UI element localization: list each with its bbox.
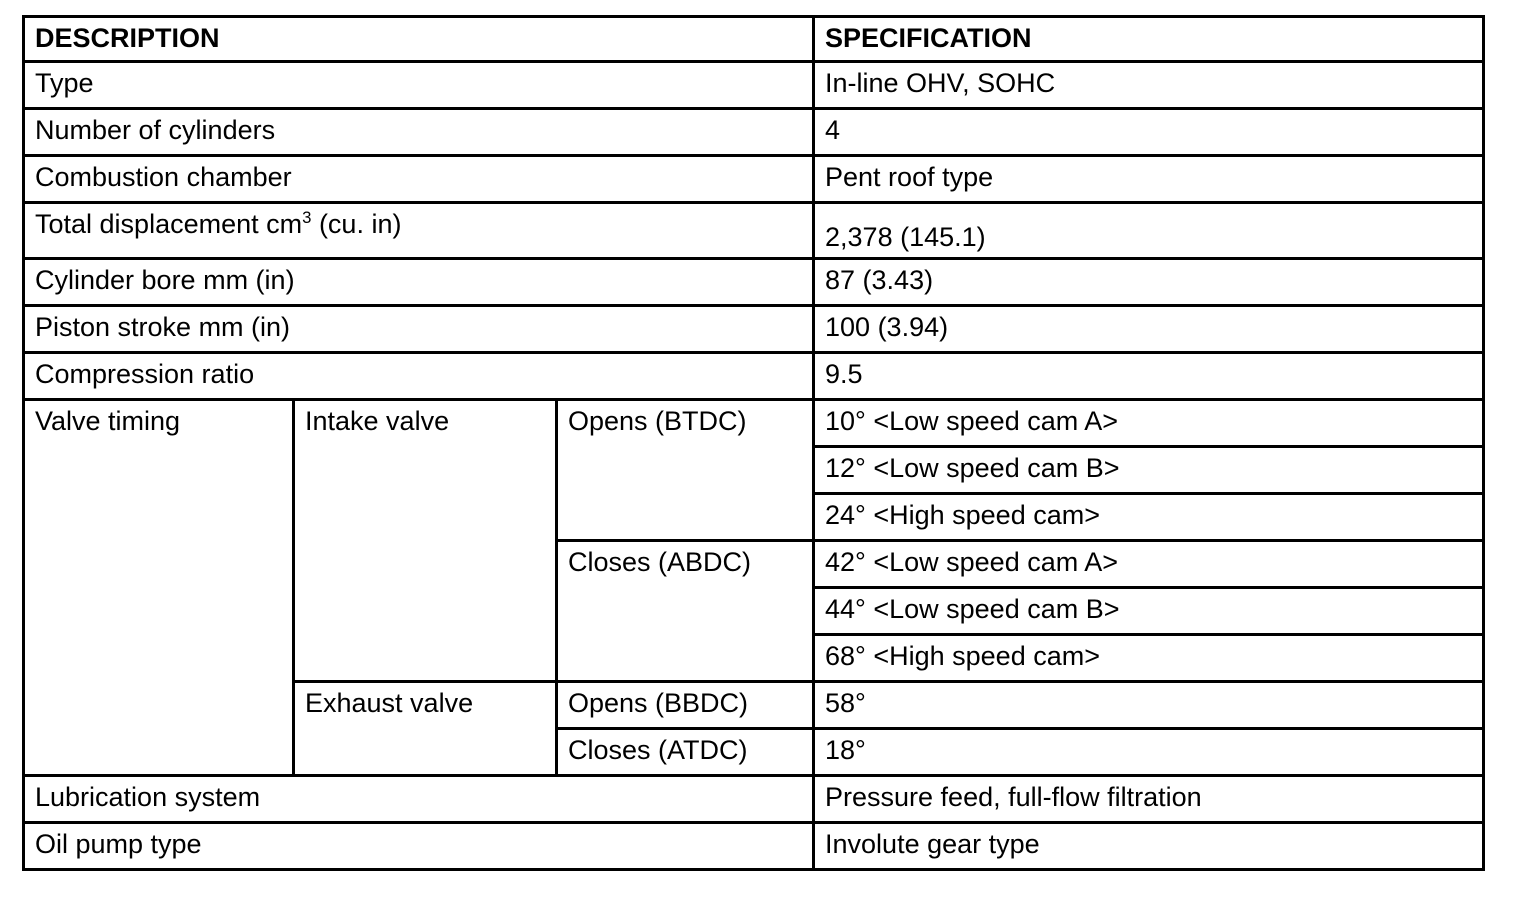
valve-timing-intake-opens-label: Opens (BTDC): [557, 400, 814, 541]
table-row: [24, 259, 1484, 306]
valve-timing-exhaust-opens-label: Opens (BBDC): [557, 682, 814, 729]
valve-timing-exhaust-label: Exhaust valve: [294, 682, 557, 776]
table-row: [24, 353, 1484, 400]
row-combustion-value: Pent roof type: [814, 156, 1484, 203]
table-row: [24, 776, 1484, 823]
row-displacement-label: [24, 203, 814, 259]
row-oil-pump-value: Involute gear type: [814, 823, 1484, 870]
row-compression-label: Compression ratio: [24, 353, 814, 400]
row-stroke-value: 100 (3.94): [814, 306, 1484, 353]
row-bore-label: Cylinder bore mm (in): [24, 259, 814, 306]
table-row: [24, 823, 1484, 870]
row-valve-timing-label: Valve timing: [24, 400, 294, 776]
row-compression-value: 9.5: [814, 353, 1484, 400]
table-row: [24, 109, 1484, 156]
table-row: [24, 62, 1484, 109]
table-row: [24, 400, 1484, 447]
column-header-description: DESCRIPTION: [24, 17, 814, 62]
displacement-label-pre: Total displacement cm: [35, 209, 303, 239]
row-bore-value: 87 (3.43): [814, 259, 1484, 306]
row-stroke-label: Piston stroke mm (in): [24, 306, 814, 353]
valve-timing-intake-opens-value-0: 10° <Low speed cam A>: [814, 400, 1484, 447]
column-header-specification: SPECIFICATION: [814, 17, 1484, 62]
displacement-label-superscript: 3: [302, 208, 312, 227]
row-type-value: In-line OHV, SOHC: [814, 62, 1484, 109]
row-cylinders-label: Number of cylinders: [24, 109, 814, 156]
engine-specification-table: [22, 15, 1485, 871]
row-oil-pump-label: Oil pump type: [24, 823, 814, 870]
valve-timing-intake-closes-value-2: 68° <High speed cam>: [814, 635, 1484, 682]
table-row: [24, 203, 1484, 259]
valve-timing-intake-closes-label: Closes (ABDC): [557, 541, 814, 682]
valve-timing-intake-closes-value-1: 44° <Low speed cam B>: [814, 588, 1484, 635]
valve-timing-intake-closes-value-0: 42° <Low speed cam A>: [814, 541, 1484, 588]
valve-timing-exhaust-closes-value: 18°: [814, 729, 1484, 776]
displacement-label-post: (cu. in): [311, 209, 402, 239]
row-displacement-value: 2,378 (145.1): [814, 203, 1484, 259]
table-row: [24, 306, 1484, 353]
valve-timing-exhaust-opens-value: 58°: [814, 682, 1484, 729]
valve-timing-intake-opens-value-1: 12° <Low speed cam B>: [814, 447, 1484, 494]
valve-timing-intake-opens-value-2: 24° <High speed cam>: [814, 494, 1484, 541]
row-type-label: Type: [24, 62, 814, 109]
valve-timing-exhaust-closes-label: Closes (ATDC): [557, 729, 814, 776]
row-cylinders-value: 4: [814, 109, 1484, 156]
table-header-row: [24, 17, 1484, 62]
table-row: [24, 156, 1484, 203]
row-lubrication-label: Lubrication system: [24, 776, 814, 823]
row-combustion-label: Combustion chamber: [24, 156, 814, 203]
valve-timing-intake-label: Intake valve: [294, 400, 557, 682]
row-lubrication-value: Pressure feed, full-flow filtration: [814, 776, 1484, 823]
